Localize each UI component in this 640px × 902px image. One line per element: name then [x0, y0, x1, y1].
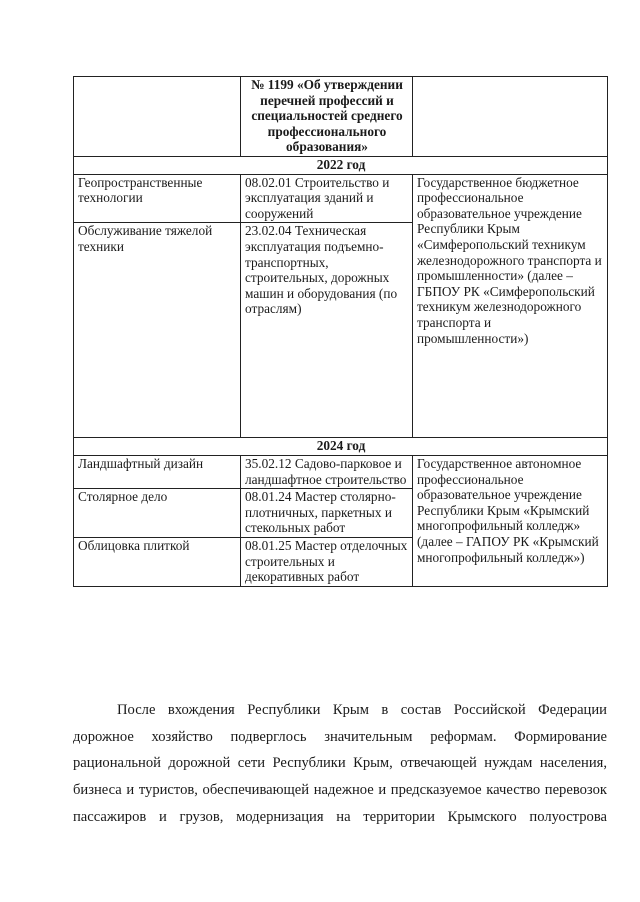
professions-table: [73, 76, 608, 587]
header-empty-right: [413, 77, 608, 157]
paragraph-line: бизнеса и туристов, обеспечивающей надежное и предсказуемое качество перевозок: [73, 782, 607, 799]
profession-cell: Обслуживание тяжелой техники: [74, 223, 241, 438]
paragraph-line: дорожное хозяйство подверглось значительным реформам. Формирование: [73, 728, 607, 745]
profession-cell: Геопространственные технологии: [74, 174, 241, 223]
profession-cell: Ландшафтный дизайн: [74, 455, 241, 488]
body-paragraph: [73, 697, 607, 831]
specialty-code-cell: 08.01.24 Мастер столярно-плотничных, паркетных и стекольных работ: [241, 489, 413, 538]
specialty-code-cell: 08.02.01 Строительство и эксплуатация зданий и сооружений: [241, 174, 413, 223]
institution-cell: Государственное бюджетное профессиональное образовательное учреждение Республики Крым «Симферопольский техникум железнодорожного транспорта и промышленности» (далее – ГБПОУ РК «Симферопольский техникум железнодорожного транспорта и промышленности»): [413, 174, 608, 438]
year-label: 2024 год: [74, 438, 608, 456]
profession-cell: Столярное дело: [74, 489, 241, 538]
year-row: [74, 438, 608, 456]
specialty-code-cell: 23.02.04 Техническая эксплуатация подъемно-транспортных, строительных, дорожных машин и оборудования (по отраслям): [241, 223, 413, 438]
year-label: 2022 год: [74, 156, 608, 174]
year-row: [74, 156, 608, 174]
paragraph-line: рациональной дорожной сети Республики Крым, отвечающей нуждам населения,: [73, 755, 607, 772]
paragraph-line: пассажиров и грузов, модернизация на территории Крымского полуострова: [73, 808, 607, 825]
table-row: [74, 174, 608, 223]
header-order-title: № 1199 «Об утверждении перечней профессий и специальностей среднего профессионального образования»: [241, 77, 413, 157]
table-header-row: [74, 77, 608, 157]
specialty-code-cell: 08.01.25 Мастер отделочных строительных и декоративных работ: [241, 537, 413, 586]
profession-cell: Облицовка плиткой: [74, 537, 241, 586]
header-empty-left: [74, 77, 241, 157]
paragraph-line: После вхождения Республики Крым в состав Российской Федерации: [117, 702, 607, 718]
specialty-code-cell: 35.02.12 Садово-парковое и ландшафтное строительство: [241, 455, 413, 488]
institution-cell: Государственное автономное профессиональное образовательное учреждение Республики Крым «Крымский многопрофильный колледж» (далее – ГАПОУ РК «Крымский многопрофильный колледж»): [413, 455, 608, 586]
table-row: [74, 455, 608, 488]
